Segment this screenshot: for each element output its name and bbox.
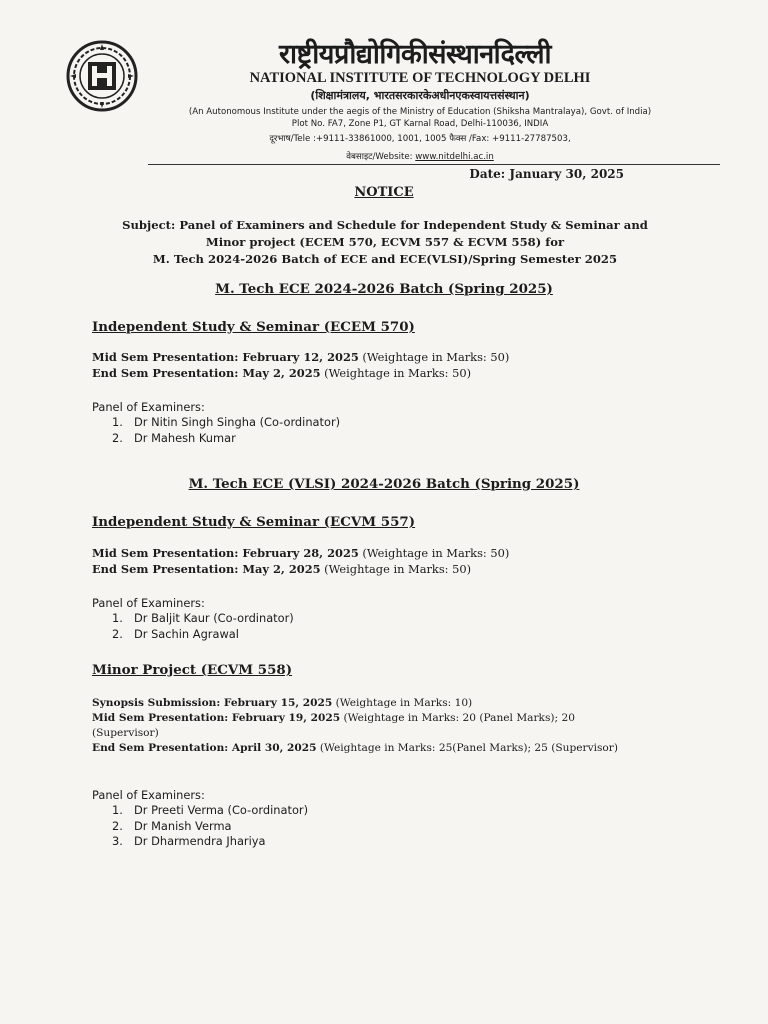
batch-vlsi-title: M. Tech ECE (VLSI) 2024-2026 Batch (Spring 2025)	[188, 476, 580, 492]
list-item: 1. Dr Nitin Singh Singha (Co-ordinator)	[112, 415, 341, 429]
course-ecem570-title: Independent Study & Seminar (ECEM 570)	[92, 319, 415, 335]
ecem570-panel-list	[112, 415, 340, 446]
ecvm558-panel-label: Panel of Examiners:	[92, 788, 205, 802]
phone-line: दूरभाष/Tele :+9111-33861000, 1001, 1005 फैक्स /Fax: +9111-27787503,	[269, 134, 571, 144]
subject-line-3: M. Tech 2024-2026 Batch of ECE and ECE(VLSI)/Spring Semester 2025	[152, 252, 618, 266]
website-line	[200, 150, 640, 162]
autonomy-line: (An Autonomous Institute under the aegis of the Ministry of Education (Shiksha Mantralaya), Govt. of India)	[188, 107, 652, 117]
header-divider	[148, 164, 720, 165]
list-item: 2. Dr Manish Verma	[112, 818, 232, 833]
address-line: Plot No. FA7, Zone P1, GT Karnal Road, Delhi-110036, INDIA	[291, 119, 549, 129]
ecvm557-panel-list	[112, 611, 294, 642]
ecvm558-panel-list	[112, 803, 308, 850]
course-ecvm557-title: Independent Study & Seminar (ECVM 557)	[92, 514, 416, 530]
notice-subject	[100, 217, 670, 268]
ecvm558-synopsis: Synopsis Submission: February 15, 2025 (Weightage in Marks: 10)	[92, 697, 473, 709]
ecvm558-mid-sem: Mid Sem Presentation: February 19, 2025 (Weightage in Marks: 20 (Panel Marks); 20	[92, 712, 575, 724]
ecvm558-end-sem: End Sem Presentation: April 30, 2025 (Weightage in Marks: 25(Panel Marks); 25 (Supervisor)	[92, 742, 618, 754]
ecem570-panel-label: Panel of Examiners:	[92, 400, 205, 414]
ecem570-mid-sem: Mid Sem Presentation: February 12, 2025 (Weightage in Marks: 50)	[92, 350, 510, 364]
institute-hindi-title: राष्ट्रीयप्रौद्योगिकीसंस्थानदिल्ली	[279, 39, 551, 70]
course-ecvm558-title: Minor Project (ECVM 558)	[92, 662, 293, 678]
list-item: 2. Dr Mahesh Kumar	[112, 430, 236, 445]
subject-line-1: Subject: Panel of Examiners and Schedule for Independent Study & Seminar and	[122, 218, 648, 232]
institute-english-title: NATIONAL INSTITUTE OF TECHNOLOGY DELHI	[249, 70, 591, 86]
batch-ece-title: M. Tech ECE 2024-2026 Batch (Spring 2025)	[215, 281, 553, 297]
ecem570-end-sem: End Sem Presentation: May 2, 2025 (Weightage in Marks: 50)	[92, 366, 472, 380]
ecvm558-mid-sem-cont: (Supervisor)	[92, 727, 159, 739]
notice-date: Date: January 30, 2025	[469, 167, 624, 181]
list-item: 1. Dr Baljit Kaur (Co-ordinator)	[112, 611, 294, 625]
ecvm557-end-sem: End Sem Presentation: May 2, 2025 (Weightage in Marks: 50)	[92, 562, 472, 576]
nit-delhi-logo-icon	[66, 40, 138, 112]
website-link[interactable]: www.nitdelhi.ac.in	[415, 152, 494, 162]
institute-hindi-subtitle: (शिक्षामंत्रालय, भारतसरकारकेअधीनएकस्वायत्तसंस्थान)	[310, 89, 530, 102]
ecvm557-mid-sem: Mid Sem Presentation: February 28, 2025 (Weightage in Marks: 50)	[92, 546, 510, 560]
list-item: 1. Dr Preeti Verma (Co-ordinator)	[112, 803, 309, 817]
ecvm557-panel-label: Panel of Examiners:	[92, 596, 205, 610]
notice-title: NOTICE	[354, 185, 414, 200]
website-prefix: वेबसाइट/Website:	[346, 152, 416, 162]
subject-line-2: Minor project (ECEM 570, ECVM 557 & ECVM 558) for	[205, 235, 565, 249]
list-item: 3. Dr Dharmendra Jhariya	[112, 834, 266, 848]
list-item: 2. Dr Sachin Agrawal	[112, 626, 239, 641]
